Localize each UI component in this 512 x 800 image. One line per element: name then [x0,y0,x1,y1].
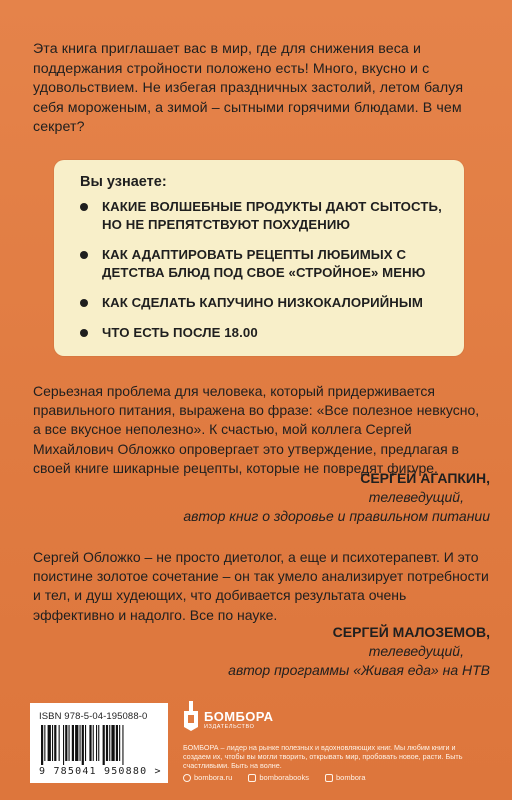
barcode-icon [39,725,159,765]
learn-item-text: КАКИЕ ВОЛШЕБНЫЕ ПРОДУКТЫ ДАЮТ СЫТОСТЬ, НО НЕ ПРЕПЯТСТВУЮТ ПОХУДЕНИЮ [102,199,442,232]
intro-paragraph: Эта книга приглашает вас в мир, где для снижения веса и поддержания стройности положено есть! Много, вкусно и с удовольствием. Не избегая праздничных застолий, летом балуя себя мороженым, а зимой – сытными горячими блюдами. В чем секрет? [33,41,464,135]
website-link[interactable] [183,773,232,782]
learn-item [80,246,446,282]
reviewer-name: СЕРГЕЙ АГАПКИН, [360,470,490,486]
social-link-books[interactable] [248,773,309,782]
learn-box [54,160,464,356]
reviewer-note: автор книг о здоровье и правильном питании [183,508,490,524]
learn-item [80,198,446,234]
bombora-logo-icon [183,701,199,731]
globe-icon [183,774,191,782]
review-malozemov-text: Сергей Обложко – не просто диетолог, а еще и психотерапевт. И это поистине золотое сочетание – он так умело анализирует потребности и тел, и душ худеющих, что добивается результата очень эффективно и надолго. Все по науке. [33,549,489,623]
learn-box-title: Вы узнаете: [80,174,167,190]
website-label: bombora.ru [194,773,233,782]
publisher-description: БОМБОРА – лидер на рынке полезных и вдохновляющих книг. Мы любим книги и создаем их, чтобы вы могли творить, открывать мир, пробовать новое, расти. Быть счастливыми. Быть на волне. [183,743,463,770]
bullet-icon [80,299,88,307]
learn-item [80,324,446,342]
publisher-subtitle: ИЗДАТЕЛЬСТВО [204,724,255,730]
reviewer-role: телеведущий, [368,489,464,505]
publisher-block [183,699,493,789]
learn-item-text: ЧТО ЕСТЬ ПОСЛЕ 18.00 [102,325,258,340]
learn-item-text: КАК СДЕЛАТЬ КАПУЧИНО НИЗКОКАЛОРИЙНЫМ [102,295,424,310]
social-link-bombora[interactable] [325,773,366,782]
bullet-icon [80,329,88,337]
learn-list [80,198,446,342]
bullet-icon [80,203,88,211]
social-icon [248,774,256,782]
reviewer-name: СЕРГЕЙ МАЛОЗЕМОВ, [332,624,490,640]
publisher-links [183,773,366,782]
review-agapkin-text: Серьезная проблема для человека, который придерживается правильного питания, выражена во фразе: «Все полезное невкусно, а все вкусное неполезно». К счастью, мой коллега Сергей Михайлович Обложко опровергает это утверждение, предлагая в своей книге шикарные рецепты, которые не повредят фигуре. [33,383,480,476]
reviewer-note: автор программы «Живая еда» на НТВ [228,662,490,678]
learn-item [80,294,446,312]
learn-item-text: КАК АДАПТИРОВАТЬ РЕЦЕПТЫ ЛЮБИМЫХ С ДЕТСТВА БЛЮД ПОД СВОЕ «СТРОЙНОЕ» МЕНЮ [102,247,426,280]
telegram-icon [325,774,333,782]
barcode-digits: 9 785041 950880 > [39,766,162,777]
reviewer-role: телеведущий, [368,643,464,659]
publisher-name: БОМБОРА [204,709,274,724]
bullet-icon [80,251,88,259]
barcode-block [30,703,168,783]
social-label-bombora: bombora [335,773,366,782]
isbn-number: ISBN 978-5-04-195088-0 [39,711,148,722]
review-malozemov-signature [228,623,490,680]
social-label-books: bomborabooks [259,773,309,782]
review-agapkin-signature [183,469,490,526]
